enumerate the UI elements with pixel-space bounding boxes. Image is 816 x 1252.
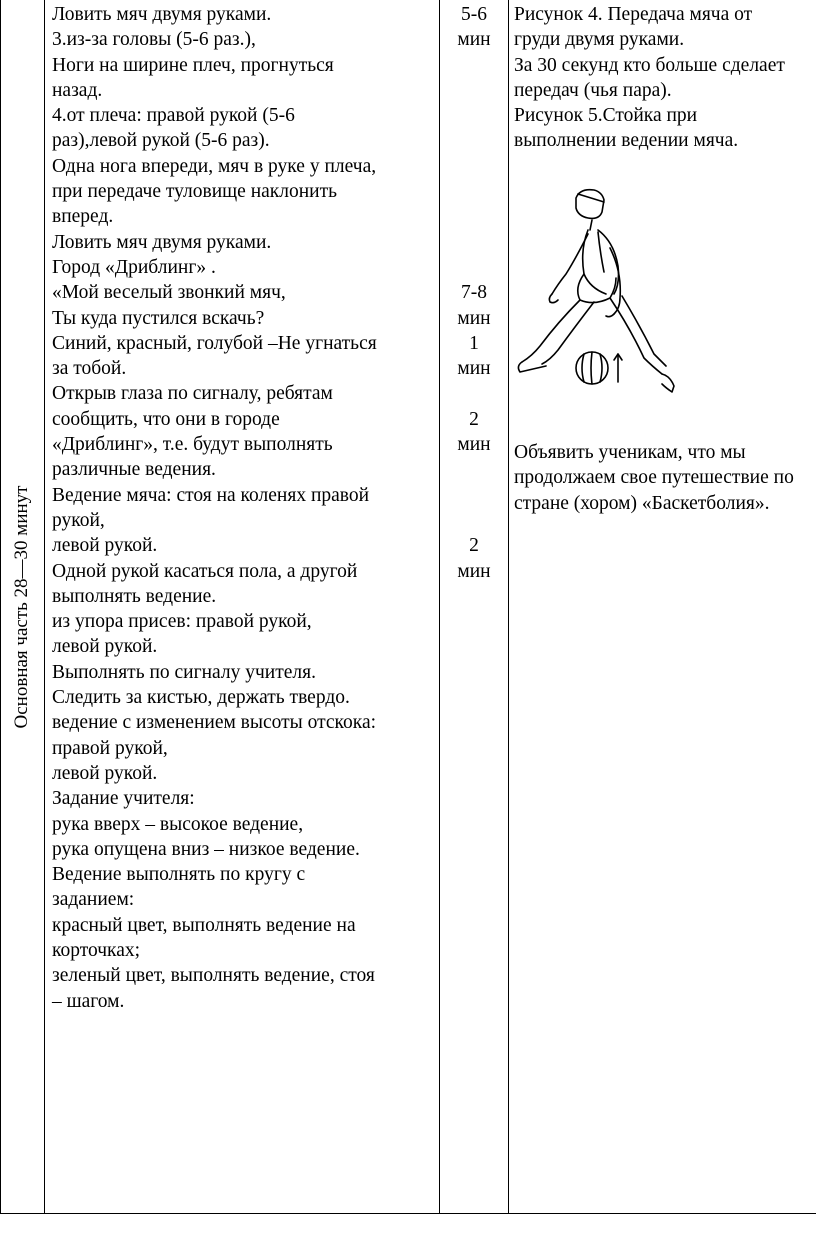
text-line: рука опущена вниз – низкое ведение. [52, 838, 360, 860]
text-line: Одна нога впереди, мяч в руке у плеча, [52, 155, 377, 177]
text-line: за тобой. [52, 358, 127, 380]
text-line: 4.от плеча: правой рукой (5-6 [52, 105, 295, 127]
section-label-cell [0, 0, 44, 1214]
text-line: Ловить мяч двумя руками. [52, 231, 272, 253]
text-line: из упора присев: правой рукой, [52, 611, 312, 633]
text-line: красный цвет, выполнять ведение на [52, 914, 356, 936]
text-line: Ты куда пустился вскачь? [52, 307, 265, 329]
text-line: левой рукой. [52, 535, 158, 557]
text-line: Город «Дриблинг» . [52, 256, 216, 278]
duration-line [442, 53, 506, 78]
text-line: Выполнять по сигналу учителя. [52, 661, 316, 683]
text-line: при передаче туловище наклонить [52, 181, 338, 203]
note-line: Рисунок 4. Передача мяча от [514, 4, 753, 25]
note-line: продолжаем свое путешествие по [514, 467, 794, 489]
text-line: правой рукой, [52, 737, 168, 759]
text-line: Задание учителя: [52, 788, 195, 810]
section-label: Основная часть 28—30 минут [11, 485, 32, 729]
note-line: За 30 секунд кто больше сделает [514, 54, 785, 76]
duration-line [442, 204, 506, 229]
text-line: – шагом. [52, 990, 125, 1012]
duration-line: мин [457, 434, 491, 456]
duration-line [442, 230, 506, 255]
text-line: вперед. [52, 206, 114, 228]
text-line: назад. [52, 79, 103, 101]
duration-line [442, 179, 506, 204]
note-line: груди двумя руками. [514, 29, 685, 51]
text-line: Открыв глаза по сигналу, ребятам [52, 383, 333, 405]
duration-line: мин [457, 560, 491, 582]
text-line: рукой, [52, 509, 105, 531]
text-line: различные ведения. [52, 459, 216, 481]
text-line: «Мой веселый звонкий мяч, [52, 282, 286, 304]
text-line: ведение с изменением высоты отскока: [52, 712, 377, 734]
note-line: стране (хором) «Баскетболия». [514, 492, 770, 514]
duration-cell [442, 2, 506, 584]
duration-line: мин [457, 29, 491, 51]
column-divider [439, 0, 440, 1214]
duration-line: 1 [469, 332, 479, 354]
text-line: заданием: [52, 889, 135, 911]
text-line: корточках; [52, 939, 141, 961]
note-line: выполнении ведении мяча. [514, 130, 739, 152]
table-bottom-border [0, 1213, 816, 1214]
notes-top [514, 2, 816, 154]
duration-line [442, 508, 506, 533]
duration-line [442, 457, 506, 482]
text-line: зеленый цвет, выполнять ведение, стоя [52, 965, 375, 987]
duration-line [442, 154, 506, 179]
text-line: «Дриблинг», т.е. будут выполнять [52, 434, 333, 456]
text-line: Следить за кистью, держать твердо. [52, 687, 350, 709]
text-line: выполнять ведение. [52, 585, 217, 607]
text-line: Ведение мяча: стоя на коленях правой [52, 484, 370, 506]
text-line: Ловить мяч двумя руками. [52, 4, 272, 25]
text-line: левой рукой. [52, 636, 158, 658]
duration-line [442, 128, 506, 153]
duration-line [442, 255, 506, 280]
note-line: Объявить ученикам, что мы [514, 442, 746, 463]
duration-line [442, 103, 506, 128]
duration-line [442, 483, 506, 508]
exercise-description-cell [52, 2, 436, 1014]
note-line: Рисунок 5.Стойка при [514, 105, 698, 127]
duration-line: мин [457, 307, 491, 329]
column-divider [508, 0, 509, 1214]
notes-cell [514, 2, 816, 514]
duration-line: мин [457, 358, 491, 380]
text-line: Синий, красный, голубой –Не угнаться [52, 332, 377, 354]
text-line: левой рукой. [52, 762, 158, 784]
duration-line: 5-6 [461, 4, 487, 25]
duration-line [442, 78, 506, 103]
text-line: рука вверх – высокое ведение, [52, 813, 304, 835]
text-line: раз),левой рукой (5-6 раз). [52, 130, 270, 152]
text-line: сообщить, что они в городе [52, 408, 280, 430]
duration-line: 7-8 [461, 282, 487, 304]
dribbling-figure-illustration [514, 178, 694, 408]
text-line: Одной рукой касаться пола, а другой [52, 560, 358, 582]
duration-line [442, 381, 506, 406]
column-divider [44, 0, 45, 1214]
duration-line: 2 [469, 535, 479, 557]
note-line: передач (чья пара). [514, 79, 672, 101]
text-line: Ноги на ширине плеч, прогнуться [52, 54, 334, 76]
notes-bottom [514, 440, 794, 516]
text-line: 3.из-за головы (5-6 раз.), [52, 29, 256, 51]
duration-line: 2 [469, 408, 479, 430]
text-line: Ведение выполнять по кругу с [52, 864, 306, 886]
